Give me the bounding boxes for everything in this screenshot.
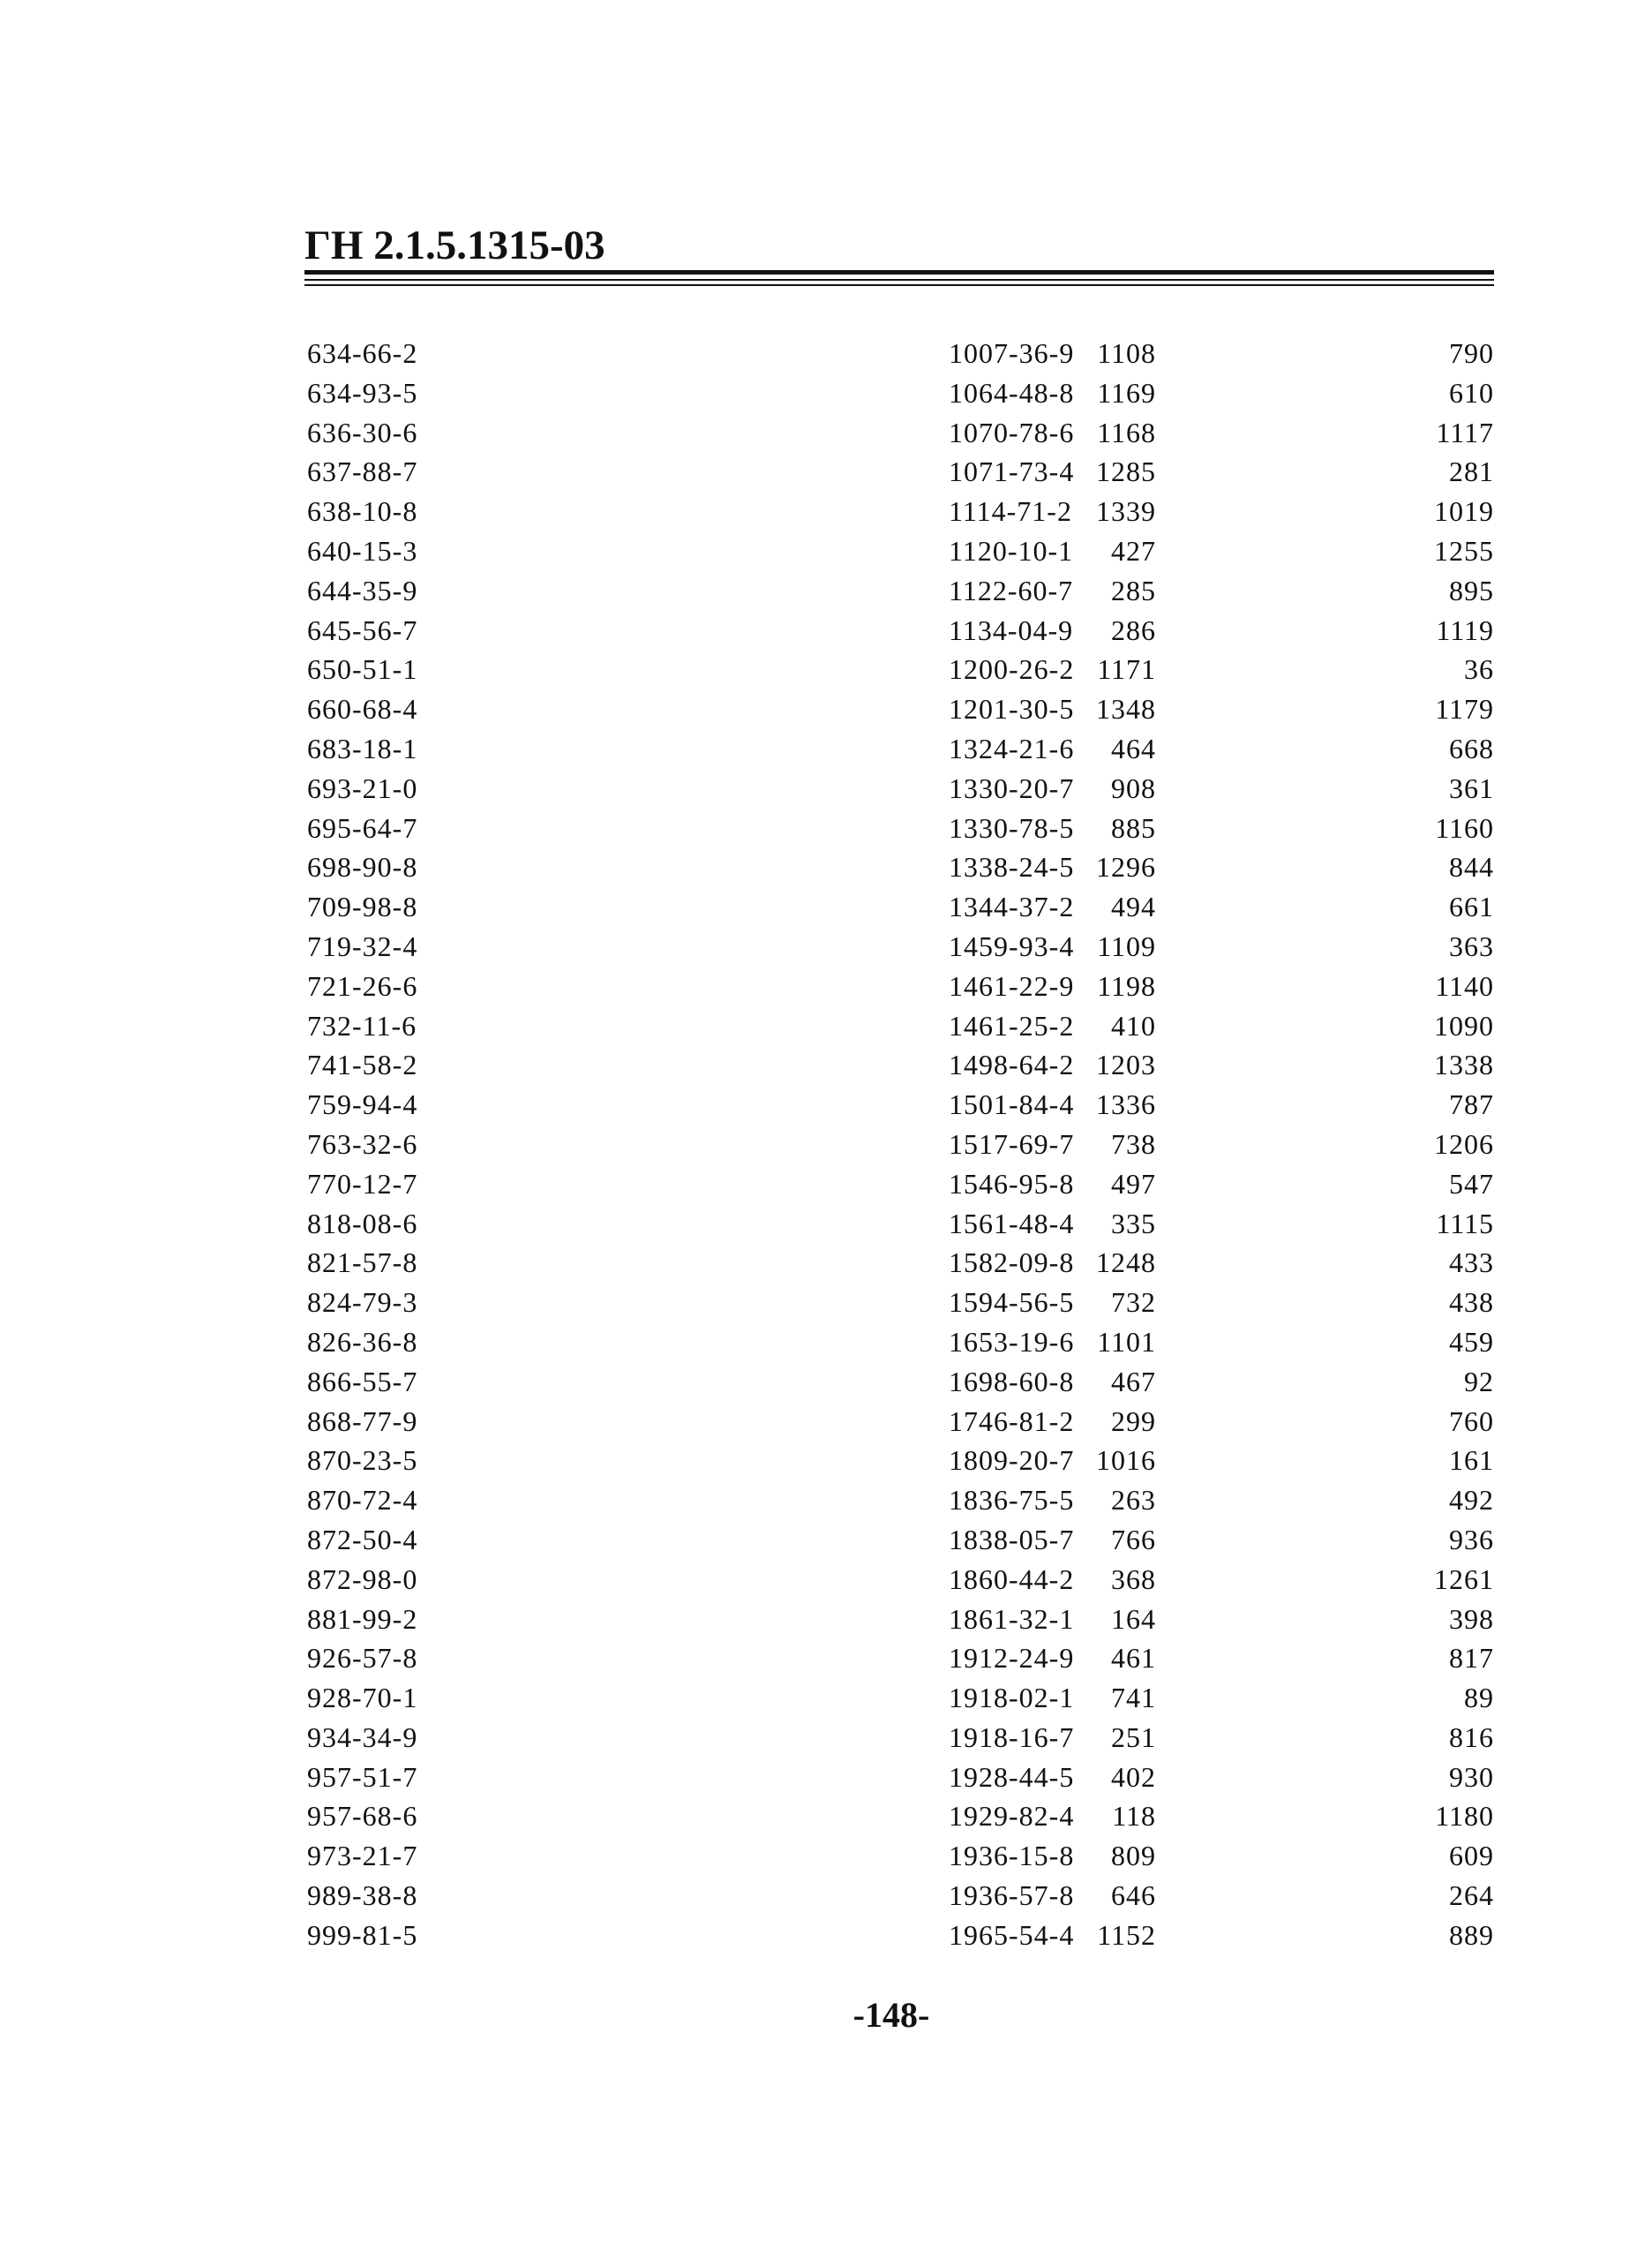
right-cas-number: 1201-30-5 bbox=[949, 693, 1075, 726]
left-cas-number: 957-68-6 bbox=[307, 1800, 418, 1833]
right-index-number: 547 bbox=[1449, 1167, 1494, 1200]
left-cas-number: 634-93-5 bbox=[307, 376, 418, 409]
right-index-number: 1180 bbox=[1435, 1800, 1494, 1833]
table-row bbox=[307, 531, 1494, 571]
table-row bbox=[307, 1125, 1494, 1164]
right-index-number: 936 bbox=[1449, 1523, 1494, 1555]
left-cas-number: 870-23-5 bbox=[307, 1444, 418, 1477]
right-index-number: 433 bbox=[1449, 1246, 1494, 1279]
left-cas-number: 644-35-9 bbox=[307, 574, 418, 606]
document-header-title: ГН 2.1.5.1315-03 bbox=[304, 222, 605, 268]
cas-index-table bbox=[307, 334, 1494, 1955]
right-index-number: 668 bbox=[1449, 732, 1494, 764]
left-cas-number: 870-72-4 bbox=[307, 1484, 418, 1517]
right-index-number: 609 bbox=[1449, 1840, 1494, 1872]
left-index-number: 1203 bbox=[1096, 1049, 1156, 1081]
right-index-number: 790 bbox=[1449, 337, 1494, 369]
right-cas-number: 1929-82-4 bbox=[949, 1800, 1075, 1833]
left-cas-number: 732-11-6 bbox=[307, 1009, 417, 1042]
left-cas-number: 698-90-8 bbox=[307, 851, 418, 884]
left-index-number: 286 bbox=[1111, 614, 1156, 646]
right-index-number: 1019 bbox=[1434, 495, 1494, 528]
left-cas-number: 693-21-0 bbox=[307, 772, 418, 804]
left-cas-number: 866-55-7 bbox=[307, 1365, 418, 1397]
table-row bbox=[307, 769, 1494, 809]
right-cas-number: 1007-36-9 bbox=[949, 337, 1075, 369]
right-cas-number: 1936-57-8 bbox=[949, 1879, 1075, 1912]
left-cas-number: 695-64-7 bbox=[307, 811, 418, 844]
right-cas-number: 1344-37-2 bbox=[949, 891, 1075, 923]
left-index-number: 1348 bbox=[1096, 693, 1156, 726]
right-index-number: 1140 bbox=[1435, 969, 1494, 1002]
right-index-number: 1261 bbox=[1434, 1562, 1494, 1595]
table-row bbox=[307, 1362, 1494, 1402]
right-index-number: 1090 bbox=[1434, 1009, 1494, 1042]
left-cas-number: 660-68-4 bbox=[307, 693, 418, 726]
right-cas-number: 1746-81-2 bbox=[949, 1404, 1075, 1437]
table-row bbox=[307, 1480, 1494, 1520]
left-cas-number: 721-26-6 bbox=[307, 969, 418, 1002]
right-cas-number: 1064-48-8 bbox=[949, 376, 1075, 409]
table-row bbox=[307, 1322, 1494, 1362]
table-row bbox=[307, 1718, 1494, 1758]
table-row bbox=[307, 887, 1494, 927]
table-row bbox=[307, 1876, 1494, 1916]
table-row bbox=[307, 847, 1494, 887]
left-cas-number: 926-57-8 bbox=[307, 1642, 418, 1675]
table-row bbox=[307, 927, 1494, 967]
left-index-number: 402 bbox=[1111, 1760, 1156, 1793]
right-index-number: 610 bbox=[1449, 376, 1494, 409]
right-cas-number: 1122-60-7 bbox=[949, 574, 1074, 606]
left-index-number: 464 bbox=[1111, 732, 1156, 764]
right-index-number: 1179 bbox=[1435, 693, 1494, 726]
right-cas-number: 1860-44-2 bbox=[949, 1562, 1075, 1595]
table-row bbox=[307, 1164, 1494, 1204]
left-cas-number: 650-51-1 bbox=[307, 653, 418, 686]
table-row bbox=[307, 1045, 1494, 1085]
right-cas-number: 1653-19-6 bbox=[949, 1325, 1075, 1358]
left-index-number: 1248 bbox=[1096, 1246, 1156, 1279]
right-cas-number: 1861-32-1 bbox=[949, 1602, 1075, 1635]
right-cas-number: 1918-16-7 bbox=[949, 1720, 1075, 1753]
left-index-number: 335 bbox=[1111, 1207, 1156, 1239]
left-index-number: 1296 bbox=[1096, 851, 1156, 884]
left-cas-number: 741-58-2 bbox=[307, 1049, 418, 1081]
left-index-number: 368 bbox=[1111, 1562, 1156, 1595]
table-row bbox=[307, 1758, 1494, 1797]
left-index-number: 285 bbox=[1111, 574, 1156, 606]
left-index-number: 1152 bbox=[1097, 1918, 1156, 1951]
right-index-number: 895 bbox=[1449, 574, 1494, 606]
right-cas-number: 1698-60-8 bbox=[949, 1365, 1075, 1397]
left-index-number: 118 bbox=[1112, 1800, 1156, 1833]
table-row bbox=[307, 571, 1494, 611]
left-index-number: 1336 bbox=[1096, 1088, 1156, 1121]
left-index-number: 1168 bbox=[1097, 416, 1156, 448]
table-row bbox=[307, 1204, 1494, 1244]
left-cas-number: 759-94-4 bbox=[307, 1088, 418, 1121]
right-index-number: 36 bbox=[1464, 653, 1494, 686]
left-cas-number: 973-21-7 bbox=[307, 1840, 418, 1872]
right-index-number: 1160 bbox=[1435, 811, 1494, 844]
right-cas-number: 1330-78-5 bbox=[949, 811, 1075, 844]
right-index-number: 1255 bbox=[1434, 534, 1494, 567]
header-rule-thin-1 bbox=[304, 279, 1494, 281]
right-cas-number: 1965-54-4 bbox=[949, 1918, 1075, 1951]
table-row bbox=[307, 334, 1494, 373]
header-rule-thin-2 bbox=[304, 284, 1494, 286]
table-row bbox=[307, 1600, 1494, 1639]
right-cas-number: 1918-02-1 bbox=[949, 1682, 1075, 1714]
table-row bbox=[307, 689, 1494, 729]
table-row bbox=[307, 1283, 1494, 1322]
table-row bbox=[307, 452, 1494, 492]
right-index-number: 264 bbox=[1449, 1879, 1494, 1912]
left-index-number: 164 bbox=[1111, 1602, 1156, 1635]
right-cas-number: 1936-15-8 bbox=[949, 1840, 1075, 1872]
right-cas-number: 1498-64-2 bbox=[949, 1049, 1075, 1081]
left-index-number: 738 bbox=[1111, 1127, 1156, 1160]
table-row bbox=[307, 1678, 1494, 1718]
left-cas-number: 934-34-9 bbox=[307, 1720, 418, 1753]
left-cas-number: 634-66-2 bbox=[307, 337, 418, 369]
right-index-number: 1338 bbox=[1434, 1049, 1494, 1081]
right-index-number: 161 bbox=[1449, 1444, 1494, 1477]
right-index-number: 89 bbox=[1464, 1682, 1494, 1714]
right-cas-number: 1330-20-7 bbox=[949, 772, 1075, 804]
left-cas-number: 719-32-4 bbox=[307, 930, 418, 962]
table-row bbox=[307, 1638, 1494, 1678]
page-number: -148- bbox=[852, 1995, 930, 2035]
left-index-number: 809 bbox=[1111, 1840, 1156, 1872]
table-row bbox=[307, 967, 1494, 1006]
right-cas-number: 1561-48-4 bbox=[949, 1207, 1075, 1239]
table-row bbox=[307, 1441, 1494, 1480]
left-index-number: 1339 bbox=[1096, 495, 1156, 528]
right-index-number: 844 bbox=[1449, 851, 1494, 884]
left-index-number: 646 bbox=[1111, 1879, 1156, 1912]
table-row bbox=[307, 611, 1494, 651]
table-row bbox=[307, 1085, 1494, 1125]
left-cas-number: 928-70-1 bbox=[307, 1682, 418, 1714]
header-rule-thick bbox=[304, 270, 1494, 275]
left-cas-number: 763-32-6 bbox=[307, 1127, 418, 1160]
right-index-number: 817 bbox=[1449, 1642, 1494, 1675]
right-index-number: 760 bbox=[1449, 1404, 1494, 1437]
right-cas-number: 1070-78-6 bbox=[949, 416, 1075, 448]
left-index-number: 251 bbox=[1111, 1720, 1156, 1753]
right-cas-number: 1071-73-4 bbox=[949, 455, 1075, 488]
left-cas-number: 770-12-7 bbox=[307, 1167, 418, 1200]
left-index-number: 1016 bbox=[1096, 1444, 1156, 1477]
table-row bbox=[307, 1243, 1494, 1283]
left-cas-number: 957-51-7 bbox=[307, 1760, 418, 1793]
left-index-number: 1285 bbox=[1096, 455, 1156, 488]
right-cas-number: 1114-71-2 bbox=[949, 495, 1072, 528]
right-index-number: 361 bbox=[1449, 772, 1494, 804]
right-index-number: 281 bbox=[1449, 455, 1494, 488]
left-cas-number: 989-38-8 bbox=[307, 1879, 418, 1912]
right-cas-number: 1517-69-7 bbox=[949, 1127, 1075, 1160]
right-index-number: 816 bbox=[1449, 1720, 1494, 1753]
left-index-number: 1109 bbox=[1097, 930, 1156, 962]
left-cas-number: 881-99-2 bbox=[307, 1602, 418, 1635]
left-index-number: 1171 bbox=[1097, 653, 1156, 686]
left-cas-number: 826-36-8 bbox=[307, 1325, 418, 1358]
right-cas-number: 1120-10-1 bbox=[949, 534, 1074, 567]
left-index-number: 427 bbox=[1111, 534, 1156, 567]
left-cas-number: 640-15-3 bbox=[307, 534, 418, 567]
left-index-number: 494 bbox=[1111, 891, 1156, 923]
left-cas-number: 709-98-8 bbox=[307, 891, 418, 923]
right-cas-number: 1461-25-2 bbox=[949, 1009, 1075, 1042]
left-cas-number: 645-56-7 bbox=[307, 614, 418, 646]
right-index-number: 398 bbox=[1449, 1602, 1494, 1635]
table-row bbox=[307, 1836, 1494, 1876]
left-index-number: 467 bbox=[1111, 1365, 1156, 1397]
left-index-number: 461 bbox=[1111, 1642, 1156, 1675]
table-row bbox=[307, 1402, 1494, 1442]
right-index-number: 92 bbox=[1464, 1365, 1494, 1397]
left-cas-number: 821-57-8 bbox=[307, 1246, 418, 1279]
right-cas-number: 1200-26-2 bbox=[949, 653, 1075, 686]
left-index-number: 299 bbox=[1111, 1404, 1156, 1437]
left-index-number: 741 bbox=[1111, 1682, 1156, 1714]
right-cas-number: 1338-24-5 bbox=[949, 851, 1075, 884]
right-cas-number: 1461-22-9 bbox=[949, 969, 1075, 1002]
right-index-number: 889 bbox=[1449, 1918, 1494, 1951]
left-index-number: 497 bbox=[1111, 1167, 1156, 1200]
left-index-number: 885 bbox=[1111, 811, 1156, 844]
left-cas-number: 818-08-6 bbox=[307, 1207, 418, 1239]
left-cas-number: 636-30-6 bbox=[307, 416, 418, 448]
right-cas-number: 1809-20-7 bbox=[949, 1444, 1075, 1477]
right-index-number: 459 bbox=[1449, 1325, 1494, 1358]
right-index-number: 1117 bbox=[1436, 416, 1494, 448]
left-cas-number: 638-10-8 bbox=[307, 495, 418, 528]
right-cas-number: 1836-75-5 bbox=[949, 1484, 1075, 1517]
table-row bbox=[307, 729, 1494, 769]
right-cas-number: 1594-56-5 bbox=[949, 1286, 1075, 1319]
left-index-number: 1101 bbox=[1097, 1325, 1156, 1358]
table-row bbox=[307, 1560, 1494, 1600]
left-cas-number: 637-88-7 bbox=[307, 455, 418, 488]
table-row bbox=[307, 413, 1494, 453]
left-cas-number: 683-18-1 bbox=[307, 732, 418, 764]
right-index-number: 1119 bbox=[1436, 614, 1494, 646]
left-index-number: 1169 bbox=[1097, 376, 1156, 409]
right-cas-number: 1546-95-8 bbox=[949, 1167, 1075, 1200]
right-cas-number: 1838-05-7 bbox=[949, 1523, 1075, 1555]
table-row bbox=[307, 373, 1494, 413]
right-index-number: 787 bbox=[1449, 1088, 1494, 1121]
table-row bbox=[307, 650, 1494, 689]
table-row bbox=[307, 1520, 1494, 1560]
right-cas-number: 1501-84-4 bbox=[949, 1088, 1075, 1121]
table-row bbox=[307, 1796, 1494, 1836]
table-row bbox=[307, 809, 1494, 848]
left-index-number: 1198 bbox=[1097, 969, 1156, 1002]
right-index-number: 930 bbox=[1449, 1760, 1494, 1793]
table-row bbox=[307, 1916, 1494, 1955]
right-index-number: 492 bbox=[1449, 1484, 1494, 1517]
right-index-number: 1115 bbox=[1436, 1207, 1494, 1239]
left-index-number: 410 bbox=[1111, 1009, 1156, 1042]
left-index-number: 1108 bbox=[1097, 337, 1156, 369]
left-cas-number: 872-98-0 bbox=[307, 1562, 418, 1595]
right-index-number: 363 bbox=[1449, 930, 1494, 962]
table-row bbox=[307, 1006, 1494, 1046]
right-index-number: 661 bbox=[1449, 891, 1494, 923]
right-index-number: 1206 bbox=[1434, 1127, 1494, 1160]
right-cas-number: 1134-04-9 bbox=[949, 614, 1074, 646]
left-index-number: 263 bbox=[1111, 1484, 1156, 1517]
right-index-number: 438 bbox=[1449, 1286, 1494, 1319]
left-cas-number: 868-77-9 bbox=[307, 1404, 418, 1437]
right-cas-number: 1912-24-9 bbox=[949, 1642, 1075, 1675]
left-index-number: 766 bbox=[1111, 1523, 1156, 1555]
right-cas-number: 1928-44-5 bbox=[949, 1760, 1075, 1793]
right-cas-number: 1582-09-8 bbox=[949, 1246, 1075, 1279]
right-cas-number: 1324-21-6 bbox=[949, 732, 1075, 764]
left-index-number: 908 bbox=[1111, 772, 1156, 804]
table-row bbox=[307, 492, 1494, 531]
right-cas-number: 1459-93-4 bbox=[949, 930, 1075, 962]
left-cas-number: 872-50-4 bbox=[307, 1523, 418, 1555]
left-cas-number: 824-79-3 bbox=[307, 1286, 418, 1319]
left-cas-number: 999-81-5 bbox=[307, 1918, 418, 1951]
left-index-number: 732 bbox=[1111, 1286, 1156, 1319]
